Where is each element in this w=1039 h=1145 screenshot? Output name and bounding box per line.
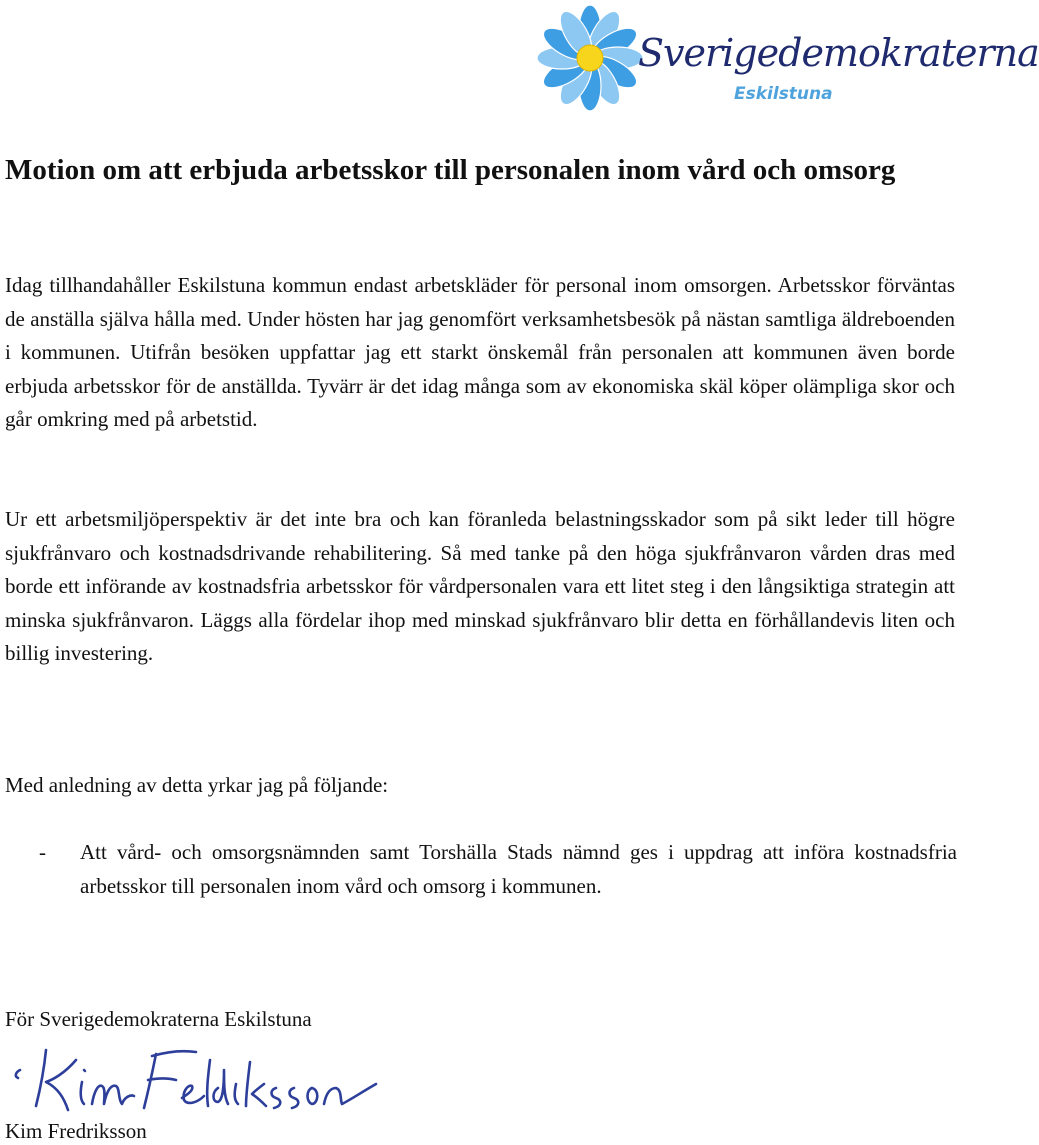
closing-line: För Sverigedemokraterna Eskilstuna [5,1007,312,1031]
logo-wordmark: Sverigedemokraterna [638,31,1039,75]
signer-name: Kim Fredriksson [5,1119,147,1143]
party-logo [538,2,1039,114]
page-title: Motion om att erbjuda arbetsskor till personalen inom vård och omsorg [5,154,896,186]
demand-list-item [5,836,957,903]
logo-subtitle: Eskilstuna [734,84,833,104]
flower-center [577,45,603,71]
handwritten-signature [6,1040,386,1120]
signature-text: Kim Fredriksson [6,1040,13,1041]
body-paragraph-1: Idag tillhandahåller Eskilstuna kommun endast arbetskläder för personal inom omsorgen. Arbetsskor förväntas de anställa själva hålla med. Under hösten har jag genomfört verksamhetsbesök på nästan samtliga äldreboenden i kommunen. Utifrån besöken uppfattar jag ett starkt önskemål från personalen att kommunen även borde erbjuda arbetsskor för de anställda. Tyvärr är det idag många som av ekonomiska skäl köper olämpliga skor och går omkring med på arbetstid. [5,273,955,431]
demand-text: Att vård- och omsorgsnämnden samt Torshälla Stads nämnd ges i uppdrag att införa kostnadsfria arbetsskor till personalen inom vård och omsorg i kommunen. [80,840,957,898]
body-paragraph-2: Ur ett arbetsmiljöperspektiv är det inte bra och kan föranleda belastningsskador som på sikt leder till högre sjukfrånvaro och kostnadsdrivande rehabilitering. Så med tanke på den höga sjukfrånvaron vården dras med borde ett införande av kostnadsfria arbetsskor för vårdpersonalen vara ett litet steg i den långsiktiga strategin att minska sjukfrånvaron. Läggs alla fördelar ihop med minskad sjukfrånvaro blir detta en förhållandevis liten och billig investering. [5,507,955,665]
list-bullet: - [39,840,46,864]
demand-intro: Med anledning av detta yrkar jag på följande: [5,773,389,797]
